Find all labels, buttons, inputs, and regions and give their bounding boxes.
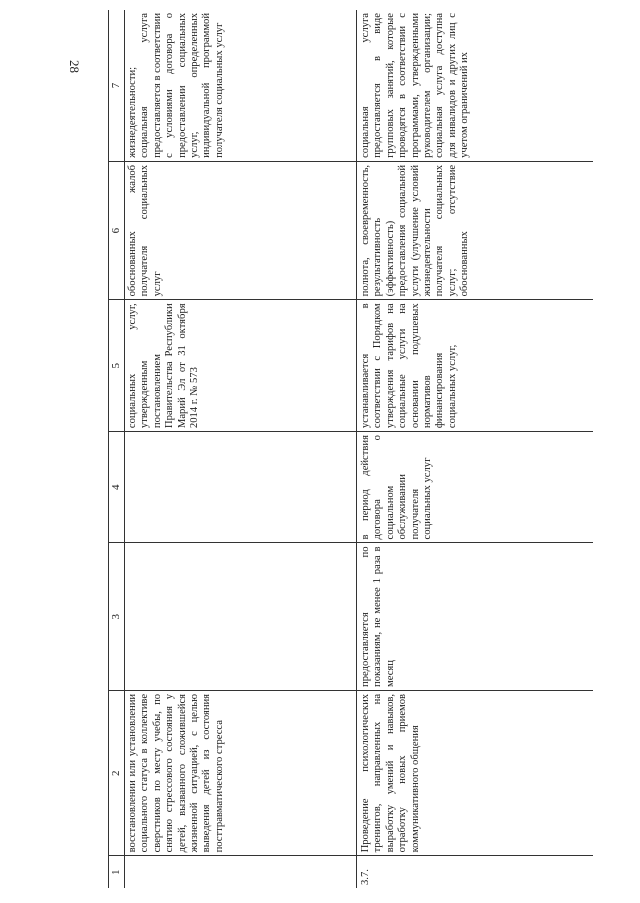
services-table <box>108 10 593 888</box>
cell-tariff: устанавливается в соответствии с Порядком утверждения тарифов на социальные услуги на основании подушевых нормативов финансирования социальных услуг, <box>357 300 594 432</box>
cell-tariff: социальных услуг, утвержденным постановлением Правительства Республики Марий Эл от 31 октября 2014 г. № 573 <box>125 300 357 432</box>
cell-service-name: Проведение психологических тренингов, направленных на выработку умений и навыков, отработку новых приемов коммуникативного общения <box>357 690 594 855</box>
cell-quality: обоснованных жалоб получателя социальных услуг <box>125 161 357 299</box>
header-col-5: 5 <box>109 300 125 432</box>
rotated-landscape-table <box>108 10 620 888</box>
header-col-7: 7 <box>109 10 125 161</box>
cell-volume <box>125 543 357 690</box>
cell-number: 3.7. <box>357 856 594 888</box>
cell-service-name: восстановлении или установлении социального статуса в коллективе сверстников по месту учебы, по снятию стрессового состояния у детей, вызванного сложившейся жизненной ситуацией, с целью выведения детей из состояния посттравматического стресса <box>125 690 357 855</box>
cell-conditions: социальная услуга предоставляется в виде групповых занятий, которые проводятся в соответствии с программами, утвержденными руководителем организации; социальная услуга доступна для инвалидов и других лиц с учетом ограничений их <box>357 10 594 161</box>
cell-quality: полнота, своевременность, результативность (эффективность) предоставления социальной услуги (улучшение условий жизнедеятельности получателя социальных услуг; отсутствие обоснованных <box>357 161 594 299</box>
header-col-3: 3 <box>109 543 125 690</box>
header-col-1: 1 <box>109 856 125 888</box>
page-number: 28 <box>67 60 82 73</box>
header-col-4: 4 <box>109 432 125 543</box>
cell-volume: предоставляется по показаниям, не менее 1 раза в месяц <box>357 543 594 690</box>
cell-period: в период действия договора о социальном обслуживании получателя социальных услуг <box>357 432 594 543</box>
header-col-6: 6 <box>109 161 125 299</box>
cell-conditions: жизнедеятельности; социальная услуга предоставляется в соответствии с условиями договора о предоставлении социальных услуг, определенных индивидуальной программой получателя социальных услуг <box>125 10 357 161</box>
table-row-continued <box>125 10 357 888</box>
cell-number <box>125 856 357 888</box>
table-row-3-7 <box>357 10 594 888</box>
table-header-row <box>109 10 125 888</box>
cell-period <box>125 432 357 543</box>
header-col-2: 2 <box>109 690 125 855</box>
